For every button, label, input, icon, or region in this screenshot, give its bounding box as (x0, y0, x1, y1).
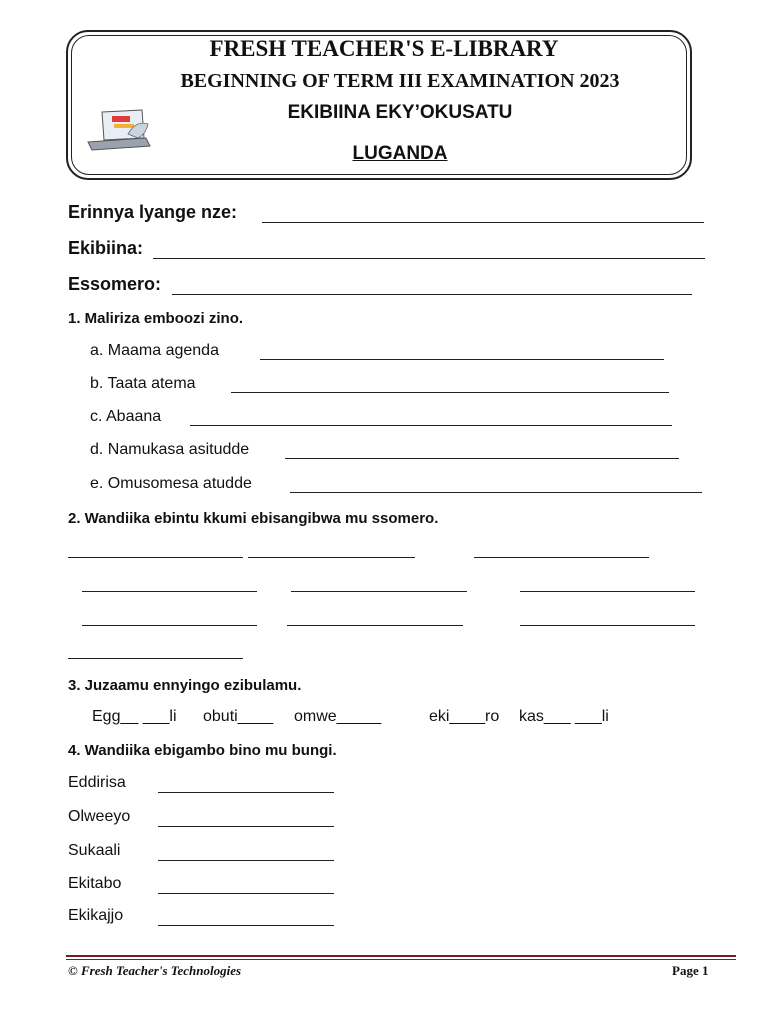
school-label: Essomero: (68, 274, 162, 294)
footer-copyright: © Fresh Teacher's Technologies (68, 963, 242, 978)
q2-blank[interactable] (82, 625, 257, 626)
q1-answer-b[interactable] (231, 392, 669, 393)
q2-blank[interactable] (248, 557, 415, 558)
q4-word: Ekikajjo (68, 907, 124, 924)
q1-answer-a[interactable] (260, 359, 664, 360)
question-4-title: 4. Wandiika ebigambo bino mu bungi. (68, 742, 337, 759)
q3-item: Egg__ ___li (92, 708, 177, 725)
q4-word: Eddirisa (68, 774, 126, 791)
footer-rule (66, 959, 736, 960)
question-2-title: 2. Wandiika ebintu kkumi ebisangibwa mu ssomero. (68, 510, 439, 527)
q1-item-c: c. Abaana (90, 408, 162, 425)
name-label: Erinnya lyange nze: (68, 202, 238, 222)
school-field[interactable] (172, 294, 692, 295)
q4-answer[interactable] (158, 860, 334, 861)
q4-answer[interactable] (158, 893, 334, 894)
q3-item: eki____ro (429, 708, 500, 725)
class-label: Ekibiina: (68, 238, 144, 258)
q4-word: Ekitabo (68, 875, 122, 892)
page-number: Page 1 (672, 963, 709, 978)
q2-blank[interactable] (474, 557, 649, 558)
q4-answer[interactable] (158, 925, 334, 926)
class-field[interactable] (153, 258, 705, 259)
subject-title: LUGANDA (352, 143, 448, 164)
q4-word: Sukaali (68, 842, 121, 859)
laptop-book-logo (84, 108, 154, 154)
q2-blank[interactable] (68, 658, 243, 659)
q2-blank[interactable] (287, 625, 463, 626)
q1-answer-d[interactable] (285, 458, 679, 459)
q2-blank[interactable] (291, 591, 467, 592)
class-title: EKIBIINA EKY’OKUSATU (287, 102, 513, 123)
q1-item-e: e. Omusomesa atudde (90, 475, 252, 492)
q1-item-d: d. Namukasa asitudde (90, 441, 250, 458)
exam-title: BEGINNING OF TERM III EXAMINATION 2023 (180, 70, 620, 92)
q2-blank[interactable] (68, 557, 243, 558)
q1-item-a: a. Maama agenda (90, 342, 219, 359)
question-3-title: 3. Juzaamu ennyingo ezibulamu. (68, 677, 302, 694)
q4-word: Olweeyo (68, 808, 131, 825)
q1-answer-c[interactable] (190, 425, 672, 426)
q2-blank[interactable] (520, 591, 695, 592)
q4-answer[interactable] (158, 792, 334, 793)
q1-item-b: b. Taata atema (90, 375, 196, 392)
q3-item: kas___ ___li (519, 708, 609, 725)
q4-answer[interactable] (158, 826, 334, 827)
q2-blank[interactable] (520, 625, 695, 626)
name-field[interactable] (262, 222, 704, 223)
library-title: FRESH TEACHER'S E-LIBRARY (209, 36, 559, 61)
footer-rule (66, 955, 736, 957)
q3-item: obuti____ (203, 708, 274, 725)
question-1-title: 1. Maliriza emboozi zino. (68, 310, 244, 327)
q2-blank[interactable] (82, 591, 257, 592)
q1-answer-e[interactable] (290, 492, 702, 493)
q3-item: omwe_____ (294, 708, 382, 725)
